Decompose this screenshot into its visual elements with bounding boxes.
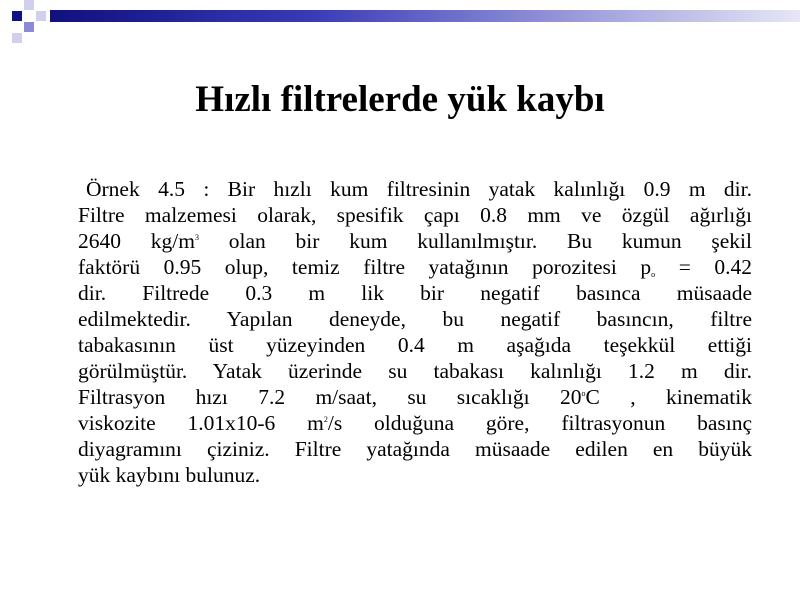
text-line: 2640 $kg/m^3$ olan bir kum kullanılmıştır. Bu kumun şekil (78, 229, 752, 253)
text-line: görülmüştür. Yatak üzerinde su tabakası kalınlığı 1.2 m dir. (78, 359, 752, 383)
deco-square (24, 0, 34, 10)
slide-title: Hızlı filtrelerde yük kaybı (195, 79, 605, 120)
text-line: faktörü 0.95 olup, temiz filtre yatağının porozitesi $p_o = 0.42$ (78, 255, 752, 279)
superscript: 2 (323, 415, 328, 424)
text-line: dir. Filtrede 0.3 m lik bir negatif basınca müsaade (78, 281, 752, 305)
deco-square (36, 11, 46, 21)
text-line: yük kaybını bulunuz. (78, 463, 261, 487)
superscript: 3 (194, 233, 199, 242)
exercise-text (78, 176, 752, 488)
deco-square (36, 0, 46, 10)
header-decoration (0, 0, 800, 50)
subscript: o (651, 270, 656, 279)
deco-square (24, 22, 34, 32)
text-line: viskozite 1.01x10-6 $m^2/s$ olduğuna göre, filtrasyonun basınç (78, 411, 752, 435)
superscript: o (581, 389, 586, 398)
text-line: Örnek 4.5 : Bir hızlı kum filtresinin yatak kalınlığı 0.9 m dir. (86, 177, 752, 201)
text-line: Filtrasyon hızı 7.2 m/saat, su sıcaklığı 20$^o$C , kinematik (78, 385, 752, 409)
text-line: tabakasının üst yüzeyinden 0.4 m aşağıda teşekkül ettiği (78, 333, 752, 357)
text-line: edilmektedir. Yapılan deneyde, bu negatif basıncın, filtre (78, 307, 752, 331)
text-line: diyagramını çiziniz. Filtre yatağında müsaade edilen en büyük (78, 437, 752, 461)
gradient-band (50, 10, 800, 22)
deco-square (12, 33, 22, 43)
deco-square (12, 11, 22, 21)
text-line: Filtre malzemesi olarak, spesifik çapı 0.8 mm ve özgül ağırlığı (78, 203, 752, 227)
